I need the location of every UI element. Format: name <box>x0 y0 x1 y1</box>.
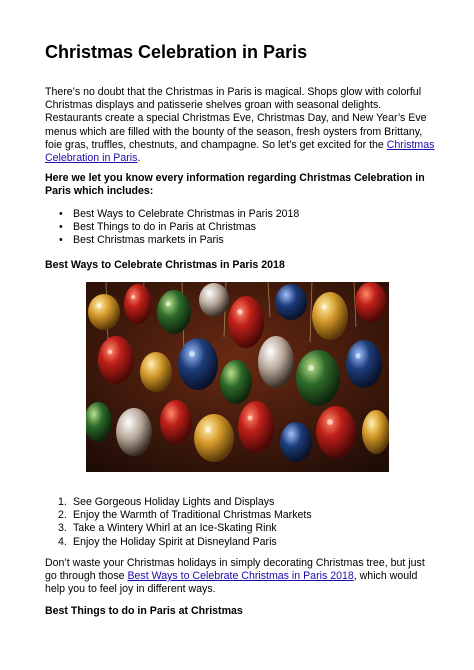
list-text: Enjoy the Holiday Spirit at Disneyland Paris <box>73 535 277 548</box>
lead-in-text: Here we let you know every information regarding Christmas Celebration in Paris which includes: <box>45 172 425 198</box>
list-item: • Best Christmas markets in Paris <box>45 234 435 247</box>
ways-list <box>45 496 435 549</box>
list-text: See Gorgeous Holiday Lights and Displays <box>73 496 275 508</box>
intro-end: . <box>137 152 141 165</box>
intro-text: There’s no doubt that the Christmas in Paris is magical. Shops glow with colorful Christmas displays and patisserie shelves groan with seasonal delights. Restaurants create a special Christmas Eve, Christmas Day, and New Year’s Eve menus which are filled with the bounty of the season, fresh oysters from Brittany, foie gras, truffles, chestnuts, and champagne. So let’s get excited for the <box>45 86 427 151</box>
intro-link[interactable]: Christmas Celebration in Paris <box>45 138 435 165</box>
list-item: • Best Things to do in Paris at Christmas <box>45 221 435 234</box>
topics-list <box>45 208 435 248</box>
list-text: Take a Wintery Whirl at an Ice-Skating Rink <box>73 522 277 535</box>
christmas-ornaments-photo <box>86 282 389 472</box>
closing-link[interactable]: Best Ways to Celebrate Christmas in Paris 2018 <box>127 570 354 583</box>
section2-heading: Best Things to do in Paris at Christmas <box>45 605 243 617</box>
list-number: 4. <box>58 535 67 548</box>
list-item <box>45 522 435 535</box>
intro-paragraph <box>45 86 437 165</box>
list-item <box>45 496 435 509</box>
ornaments-illustration <box>86 282 389 472</box>
page-title: Christmas Celebration in Paris <box>45 42 308 62</box>
list-number: 3. <box>58 522 67 535</box>
list-number: 1. <box>58 496 67 508</box>
section1-heading: Best Ways to Celebrate Christmas in Paris 2018 <box>45 259 285 271</box>
closing-text: Don’t waste your Christmas holidays in simply decorating Christmas tree, but just go through those <box>45 557 425 583</box>
list-item <box>45 536 435 549</box>
list-item: • Best Ways to Celebrate Christmas in Paris 2018 <box>45 208 435 221</box>
closing-paragraph <box>45 557 437 597</box>
closing-end: , which would help you to feel joy in different ways. <box>45 570 418 596</box>
list-number: 2. <box>58 509 67 522</box>
list-text: Enjoy the Warmth of Traditional Christmas Markets <box>73 509 312 522</box>
list-item <box>45 509 435 522</box>
